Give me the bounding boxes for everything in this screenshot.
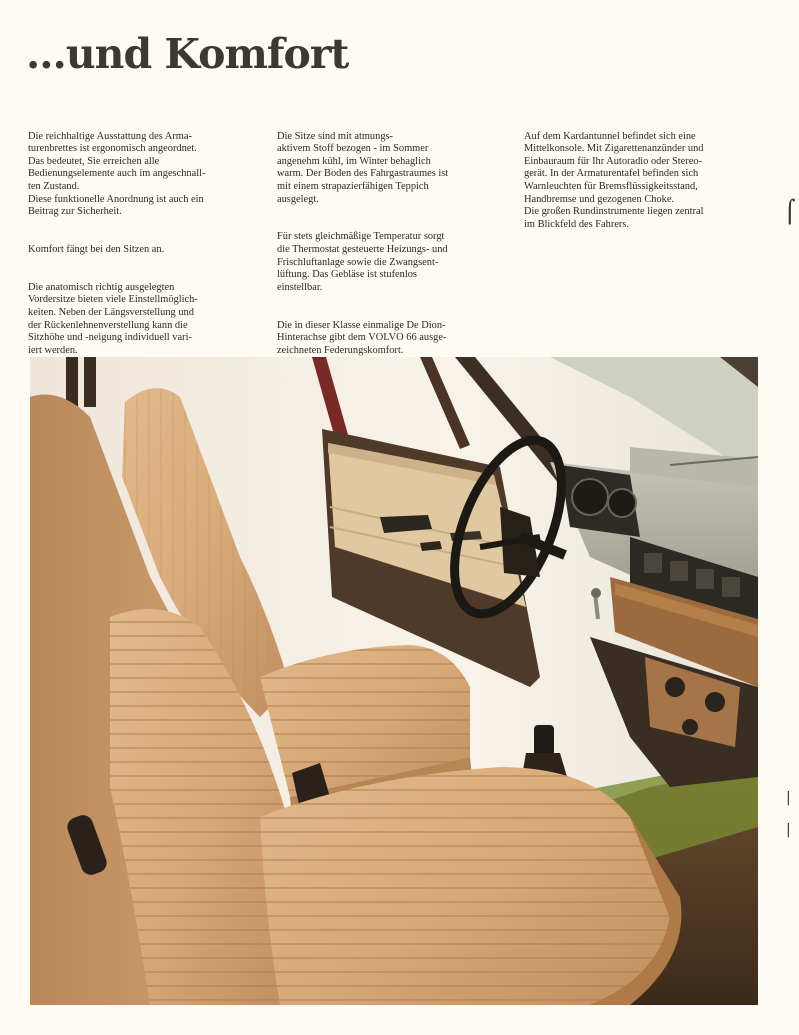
car-interior-photo [30,357,758,1005]
page-edge-mark: | [786,822,791,838]
page-title: ...und Komfort [26,30,349,78]
paragraph: Die reichhaltige Ausstattung des Arma- turenbrettes ist ergonomisch angeordnet. Das bedeutet, Sie erreichen alle Bedienungselemente auch im angeschnall- ten Zustand. Diese funktionelle Anordnung ist auch ein Beitrag zur Sicherheit. [28,130,206,218]
paragraph: Auf dem Kardantunnel befindet sich eine Mittelkonsole. Mit Zigarettenanzünder und Einbauraum für Ihr Autoradio oder Stereo- gerät. In der Armaturentafel befinden sich Warnleuchten für Bremsflüssigkeitsstand, Handbremse und gezogenen Choke. Die großen Rundinstrumente liegen zentral im Blickfeld des Fahrers. [524,130,704,230]
page-edge-bracket: ⌠ [784,200,796,225]
paragraph: Die anatomisch richtig ausgelegten Vordersitze bieten viele Einstellmöglich- keiten. Neben der Längsverstellung und der Rückenlehnenverstellung kann die Sitzhöhe und -neigung individuell vari- iert werden. [28,281,198,356]
paragraph: Die Sitze sind mit atmungs- aktivem Stoff bezogen - im Sommer angenehm kühl, im Winter behaglich warm. Der Boden des Fahrgastraumes ist mit einem strapazierfähigen Teppich ausgelegt. [277,130,449,205]
text-column-3 [524,118,759,257]
paragraph: Die in dieser Klasse einmalige De Dion- Hinterachse gibt dem VOLVO 66 ausge- zeichneten Federungskomfort. [277,319,447,356]
text-column-1 [28,118,250,382]
paragraph: Komfort fängt bei den Sitzen an. [28,243,165,255]
page-edge-mark: | [786,790,791,806]
paragraph: Für stets gleichmäßige Temperatur sorgt die Thermostat gesteuerte Heizungs- und Frischluftanlage sowie die Zwangsent- lüftung. Das Gebläse ist stufenlos einstellbar. [277,231,448,293]
text-column-2 [277,118,499,382]
